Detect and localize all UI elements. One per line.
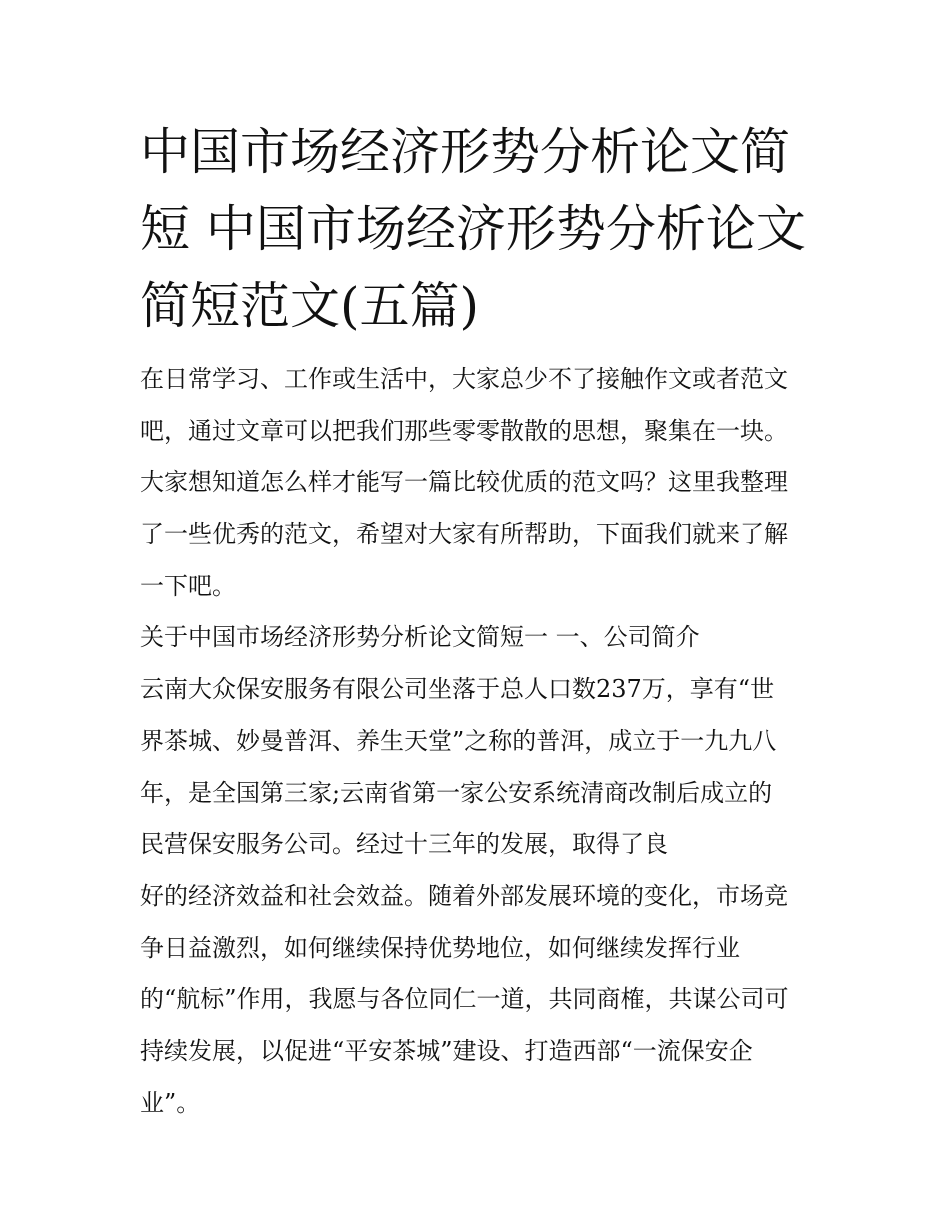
title-line: 中国市场经济形势分析论文简 <box>140 123 790 181</box>
paragraph-line: 界茶城、妙曼普洱、养生天堂”之称的普洱，成立于一九九八 <box>140 726 777 755</box>
paragraph-line: 持续发展，以促进“平安茶城”建设、打造西部“一流保安企 <box>140 1036 753 1065</box>
intro-line: 一下吧。 <box>140 571 236 600</box>
intro-line: 了一些优秀的范文，希望对大家有所帮助，下面我们就来了解 <box>140 520 788 549</box>
paragraph-line: 业”。 <box>140 1088 201 1117</box>
title-line: 简短范文(五篇) <box>140 277 480 335</box>
paragraph-line: 的“航标”作用，我愿与各位同仁一道，共同商榷，共谋公司可 <box>140 985 789 1014</box>
paragraph-line: 云南大众保安服务有限公司坐落于总人口数237万，享有“世 <box>140 675 775 704</box>
paragraph-line: 民营保安服务公司。经过十三年的发展，取得了良 <box>140 830 668 859</box>
paragraph-line: 争日益激烈，如何继续保持优势地位，如何继续发挥行业 <box>140 933 740 962</box>
intro-line: 大家想知道怎么样才能写一篇比较优质的范文吗？这里我整理 <box>140 468 788 497</box>
paragraph-line: 好的经济效益和社会效益。随着外部发展环境的变化，市场竞 <box>140 881 788 910</box>
paragraph-line: 年，是全国第三家;云南省第一家公安系统清商改制后成立的 <box>140 778 773 807</box>
document-body <box>140 354 830 1129</box>
intro-line: 在日常学习、工作或生活中，大家总少不了接触作文或者范文 <box>140 365 788 393</box>
document-title <box>140 114 830 345</box>
title-line: 短 中国市场经济形势分析论文 <box>140 200 806 258</box>
section-heading: 关于中国市场经济形势分析论文简短一 一、公司简介 <box>140 623 700 652</box>
intro-line: 吧，通过文章可以把我们那些零零散散的思想，聚集在一块。 <box>140 416 788 445</box>
